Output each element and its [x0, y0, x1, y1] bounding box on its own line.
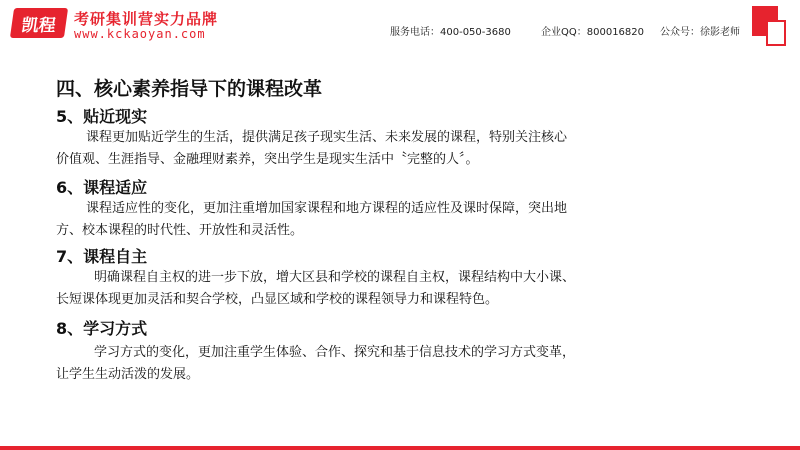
- bottom-accent-bar: [0, 446, 800, 450]
- section-body-6: [56, 198, 746, 242]
- company-qq: 企业QQ：800016820: [541, 27, 645, 38]
- section-body-7: [56, 267, 746, 311]
- wechat-account: 公众号：徐影老师: [660, 27, 740, 38]
- brand-slogan: 考研集训营实力品牌: [74, 10, 219, 28]
- body-line: 学习方式的变化，更加注重学生体验、合作、探究和基于信息技术的学习方式变革，: [94, 345, 576, 360]
- section-heading-5: 5、贴近现实: [56, 107, 148, 126]
- header-bar: [0, 0, 800, 52]
- section-heading-6: 6、课程适应: [56, 178, 148, 197]
- service-phone: 服务电话：400-050-3680: [390, 27, 511, 38]
- logo-text: 凯程: [20, 15, 58, 36]
- body-line: 课程更加贴近学生的生活，提供满足孩子现实生活、未来发展的课程，特别关注核心: [86, 130, 568, 145]
- section-body-8: [56, 342, 746, 386]
- slide-title: 四、核心素养指导下的课程改革: [56, 78, 323, 100]
- body-line: 价值观、生涯指导、金融理财素养，突出学生是现实生活中〝完整的人〞。: [56, 152, 479, 167]
- body-line: 让学生生动活泼的发展。: [56, 367, 200, 382]
- body-line: 课程适应性的变化，更加注重增加国家课程和地方课程的适应性及课时保障，突出地: [86, 201, 568, 216]
- corner-logo-mark: [752, 6, 786, 46]
- body-line: 长短课体现更加灵活和契合学校，凸显区域和学校的课程领导力和课程特色。: [56, 292, 499, 307]
- body-line: 方、校本课程的时代性、开放性和灵活性。: [56, 223, 304, 238]
- section-heading-7: 7、课程自主: [56, 247, 148, 266]
- website-url: www.kckaoyan.com: [74, 27, 206, 41]
- section-heading-8: 8、学习方式: [56, 319, 148, 338]
- brand-logo: [10, 8, 68, 38]
- body-line: 明确课程自主权的进一步下放，增大区县和学校的课程自主权，课程结构中大小课、: [94, 270, 576, 285]
- section-body-5: [56, 127, 746, 171]
